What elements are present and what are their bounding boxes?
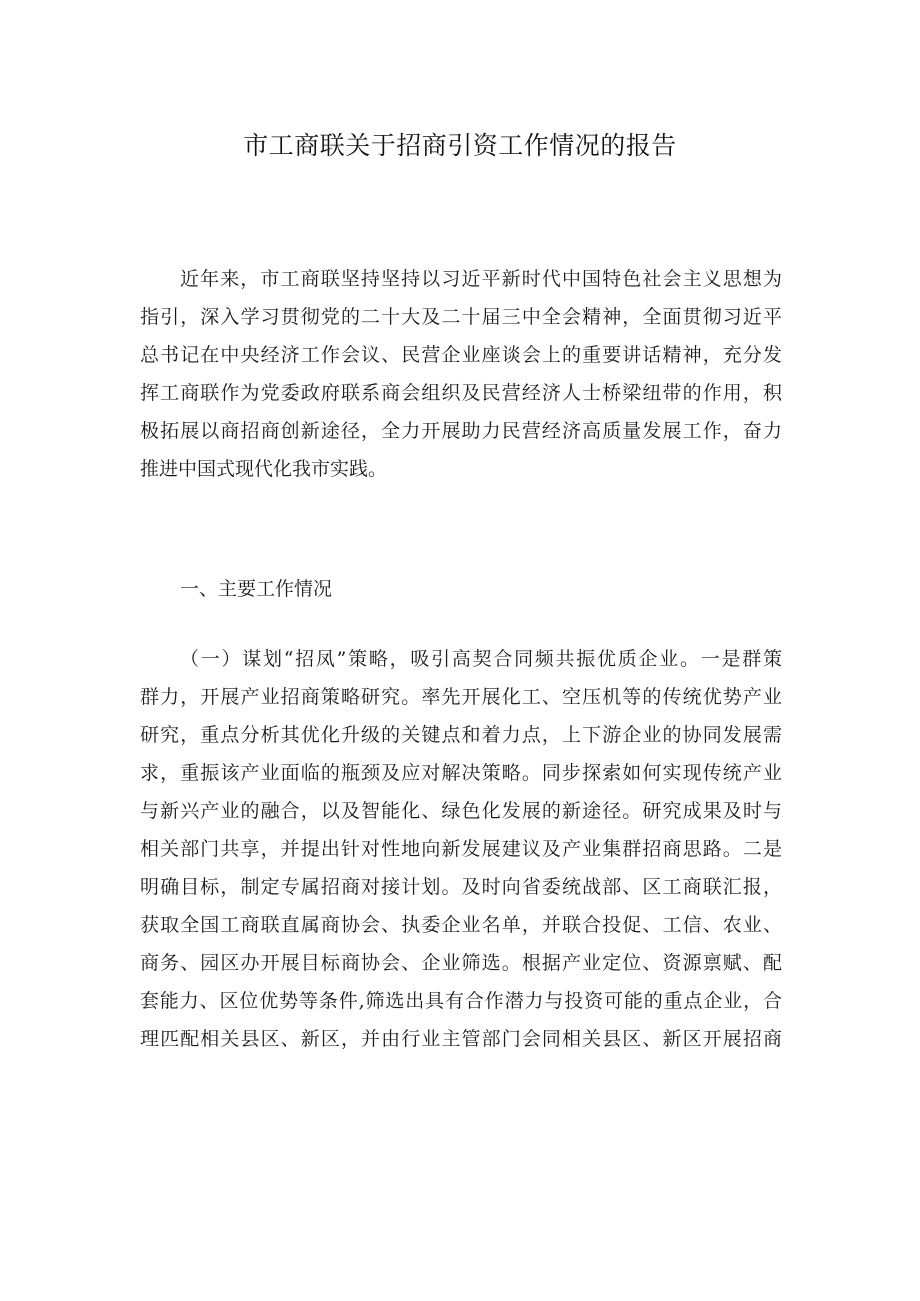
paragraph-line: 求，重振该产业面临的瓶颈及应对解决策略。同步探索如何实现传统产业 (140, 762, 782, 784)
paragraph-line: 挥工商联作为党委政府联系商会组织及民营经济人士桥梁纽带的作用，积 (140, 382, 782, 404)
paragraph-line: 相关部门共享，并提出针对性地向新发展建议及产业集群招商思路。二是 (140, 838, 782, 860)
section-heading (140, 570, 782, 608)
paragraph-line: 获取全国工商联直属商协会、执委企业名单，并联合投促、工信、农业、 (140, 914, 782, 936)
paragraph-line: 指引，深入学习贯彻党的二十大及二十届三中全会精神，全面贯彻习近平 (140, 306, 782, 328)
document-title: 市工商联关于招商引资工作情况的报告 (243, 131, 677, 160)
section-paragraph (140, 640, 782, 1058)
paragraph-line: 推进中国式现代化我市实践。 (140, 458, 388, 480)
paragraph-line: 极拓展以商招商创新途径，全力开展助力民营经济高质量发展工作，奋力 (140, 420, 782, 442)
paragraph-line: 与新兴产业的融合，以及智能化、绿色化发展的新途径。研究成果及时与 (140, 800, 782, 822)
paragraph-line: 群力，开展产业招商策略研究。率先开展化工、空压机等的传统优势产业 (140, 686, 782, 708)
paragraph-line: 总书记在中央经济工作会议、民营企业座谈会上的重要讲话精神，充分发 (140, 344, 782, 366)
paragraph-line: 明确目标，制定专属招商对接计划。及时向省委统战部、区工商联汇报， (140, 876, 782, 898)
paragraph-line: 近年来，市工商联坚持坚持以习近平新时代中国特色社会主义思想为 (180, 268, 782, 290)
paragraph-line: 研究，重点分析其优化升级的关键点和着力点，上下游企业的协同发展需 (140, 724, 782, 746)
paragraph-line: 理匹配相关县区、新区，并由行业主管部门会同相关县区、新区开展招商 (140, 1028, 782, 1050)
paragraph-line: 商务、园区办开展目标商协会、企业筛选。根据产业定位、资源禀赋、配 (140, 952, 782, 974)
paragraph-line: （一）谋划“招凤”策略，吸引高契合同频共振优质企业。一是群策 (180, 648, 782, 670)
paragraph-line: 套能力、区位优势等条件,筛选出具有合作潜力与投资可能的重点企业，合 (140, 990, 782, 1012)
section-heading-text: 一、主要工作情况 (180, 578, 333, 600)
intro-paragraph (140, 260, 782, 488)
